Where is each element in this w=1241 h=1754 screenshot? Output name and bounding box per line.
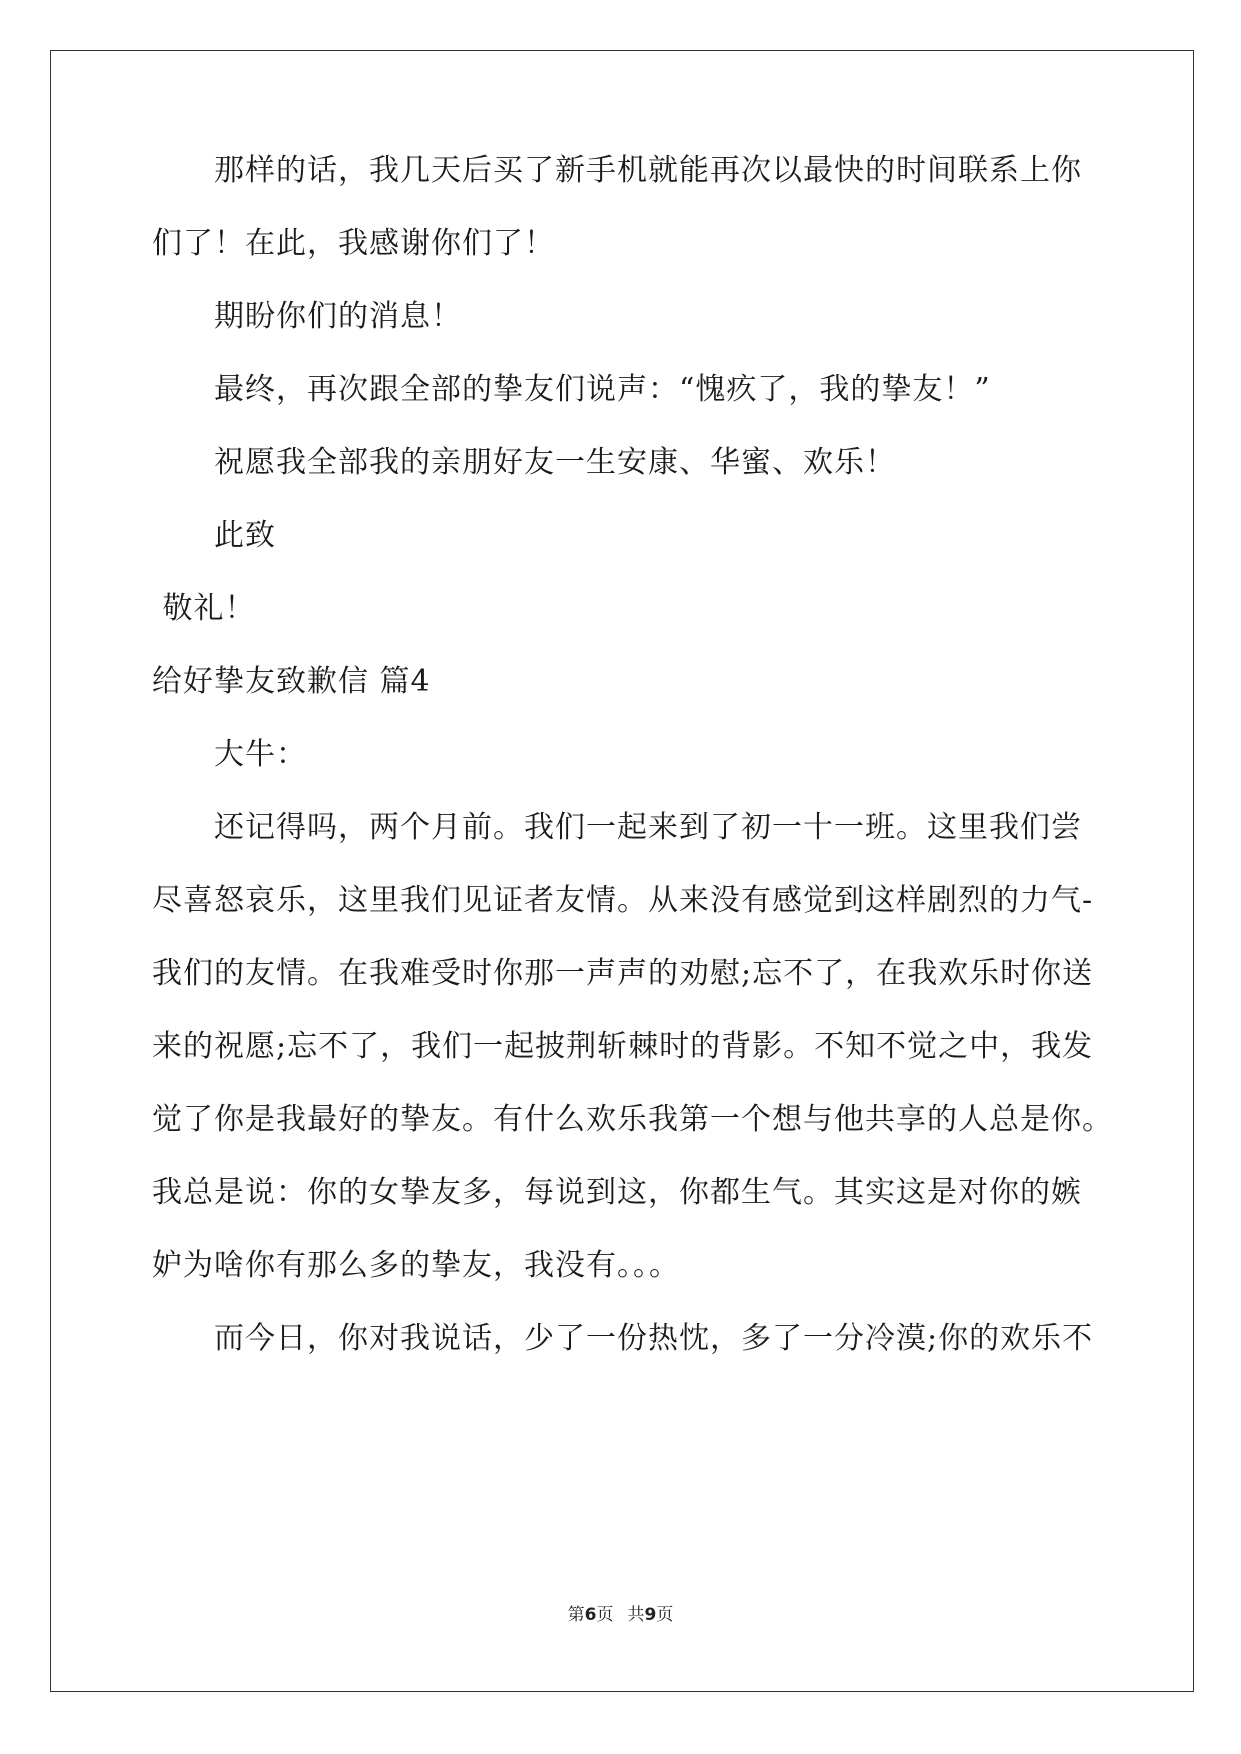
body-line-13: 而今日，你对我说话，少了一份热忱，多了一分冷漠;你的欢乐不 — [214, 1321, 1094, 1356]
salutation: 大牛： — [214, 737, 307, 772]
body-line-12: 妒为啥你有那么多的挚友，我没有。。。 — [152, 1248, 680, 1283]
footer-total-prefix: 共 — [627, 1605, 645, 1625]
footer-page-current: 6 — [584, 1605, 597, 1625]
body-line-1: 那样的话，我几天后买了新手机就能再次以最快的时间联系上你 — [214, 153, 1082, 188]
closing-line-1: 此致 — [214, 518, 276, 553]
footer-page-prefix: 第 — [567, 1605, 585, 1625]
body-line-5: 祝愿我全部我的亲朋好友一生安康、华蜜、欢乐！ — [214, 445, 896, 480]
page-footer — [0, 1603, 1241, 1627]
body-line-6: 还记得吗，两个月前。我们一起来到了初一十一班。这里我们尝 — [214, 810, 1082, 845]
body-line-9: 来的祝愿;忘不了，我们一起披荆斩棘时的背影。不知不觉之中，我发 — [152, 1029, 1094, 1064]
footer-total-suffix: 页 — [656, 1605, 674, 1625]
body-line-8: 我们的友情。在我难受时你那一声声的劝慰;忘不了，在我欢乐时你送 — [152, 956, 1094, 991]
closing-line-2: 敬礼！ — [152, 591, 256, 626]
body-line-2: 们了！在此，我感谢你们了！ — [152, 226, 555, 261]
body-line-10: 觉了你是我最好的挚友。有什么欢乐我第一个想与他共享的人总是你。 — [152, 1102, 1113, 1137]
body-line-4: 最终，再次跟全部的挚友们说声：“愧疚了，我的挚友！” — [214, 372, 991, 407]
footer-page-mid: 页 — [596, 1605, 614, 1625]
section-heading: 给好挚友致歉信 篇4 — [152, 664, 431, 699]
body-line-7: 尽喜怒哀乐，这里我们见证者友情。从来没有感觉到这样剧烈的力气- — [152, 883, 1094, 918]
body-line-3: 期盼你们的消息！ — [214, 299, 462, 334]
body-line-11: 我总是说：你的女挚友多，每说到这，你都生气。其实这是对你的嫉 — [152, 1175, 1082, 1210]
footer-page-total: 9 — [644, 1605, 657, 1625]
